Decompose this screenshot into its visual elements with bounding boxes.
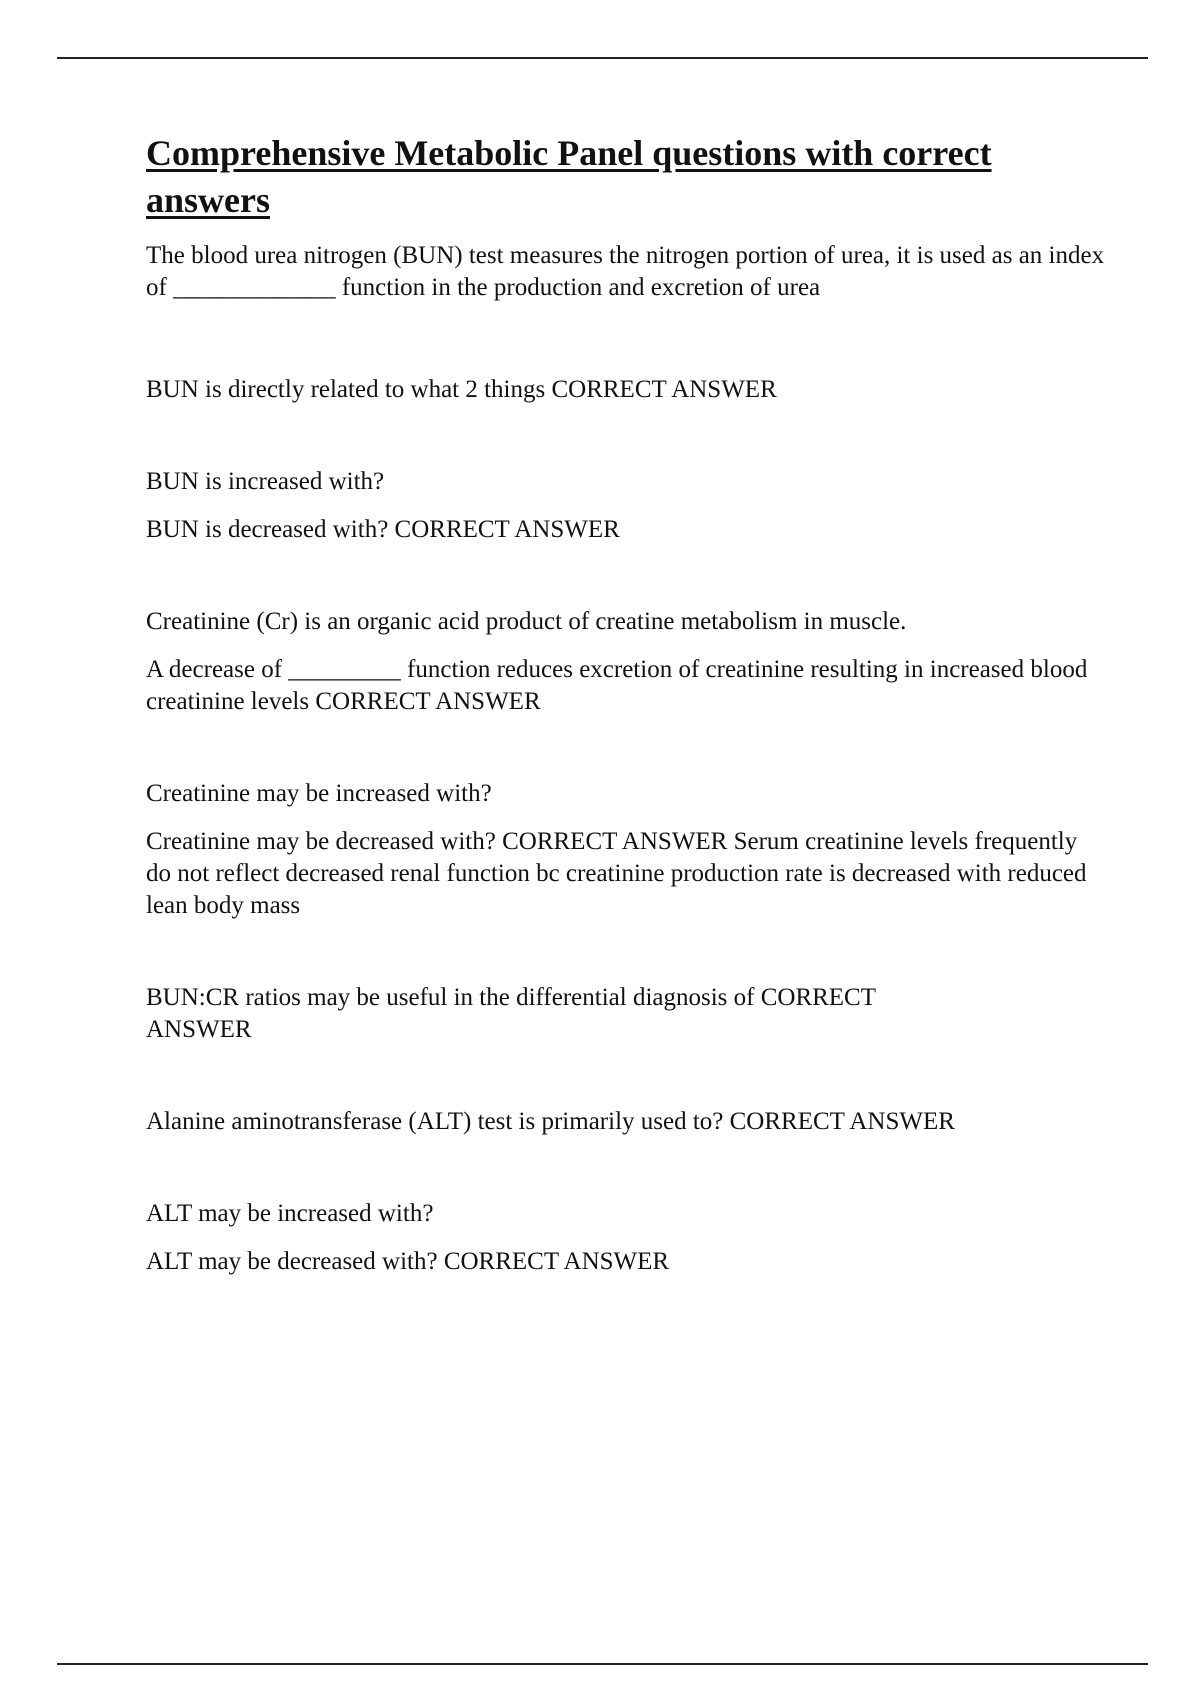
question-paragraph: Creatinine (Cr) is an organic acid product of creatine metabolism in muscle.	[146, 608, 907, 635]
question-paragraph: A decrease of _________ function reduces excretion of creatinine resulting in increased blood creatinine levels CORRECT ANSWER	[146, 656, 1088, 715]
question-paragraph: Alanine aminotransferase (ALT) test is primarily used to? CORRECT ANSWER	[146, 1108, 955, 1135]
question-paragraph: BUN is increased with?	[146, 468, 385, 495]
footer-rule	[57, 1663, 1148, 1665]
question-paragraph: Creatinine may be decreased with? CORRECT ANSWER Serum creatinine levels frequently do not reflect decreased renal function bc creatinine production rate is decreased with reduced lean body mass	[146, 828, 1087, 919]
question-paragraph: The blood urea nitrogen (BUN) test measures the nitrogen portion of urea, it is used as an index of _____________ function in the production and excretion of urea	[146, 242, 1105, 301]
header-rule	[57, 57, 1148, 59]
question-paragraph: Creatinine may be increased with?	[146, 780, 492, 807]
question-paragraph: BUN is directly related to what 2 things CORRECT ANSWER	[146, 376, 777, 403]
question-paragraph: BUN:CR ratios may be useful in the differential diagnosis of CORRECT ANSWER	[146, 984, 876, 1043]
document-body	[146, 130, 1106, 1278]
question-paragraph: BUN is decreased with? CORRECT ANSWER	[146, 516, 620, 543]
question-paragraph: ALT may be increased with?	[146, 1200, 434, 1227]
document-title: Comprehensive Metabolic Panel questions with correct answers	[146, 133, 992, 220]
question-paragraph: ALT may be decreased with? CORRECT ANSWER	[146, 1248, 670, 1275]
